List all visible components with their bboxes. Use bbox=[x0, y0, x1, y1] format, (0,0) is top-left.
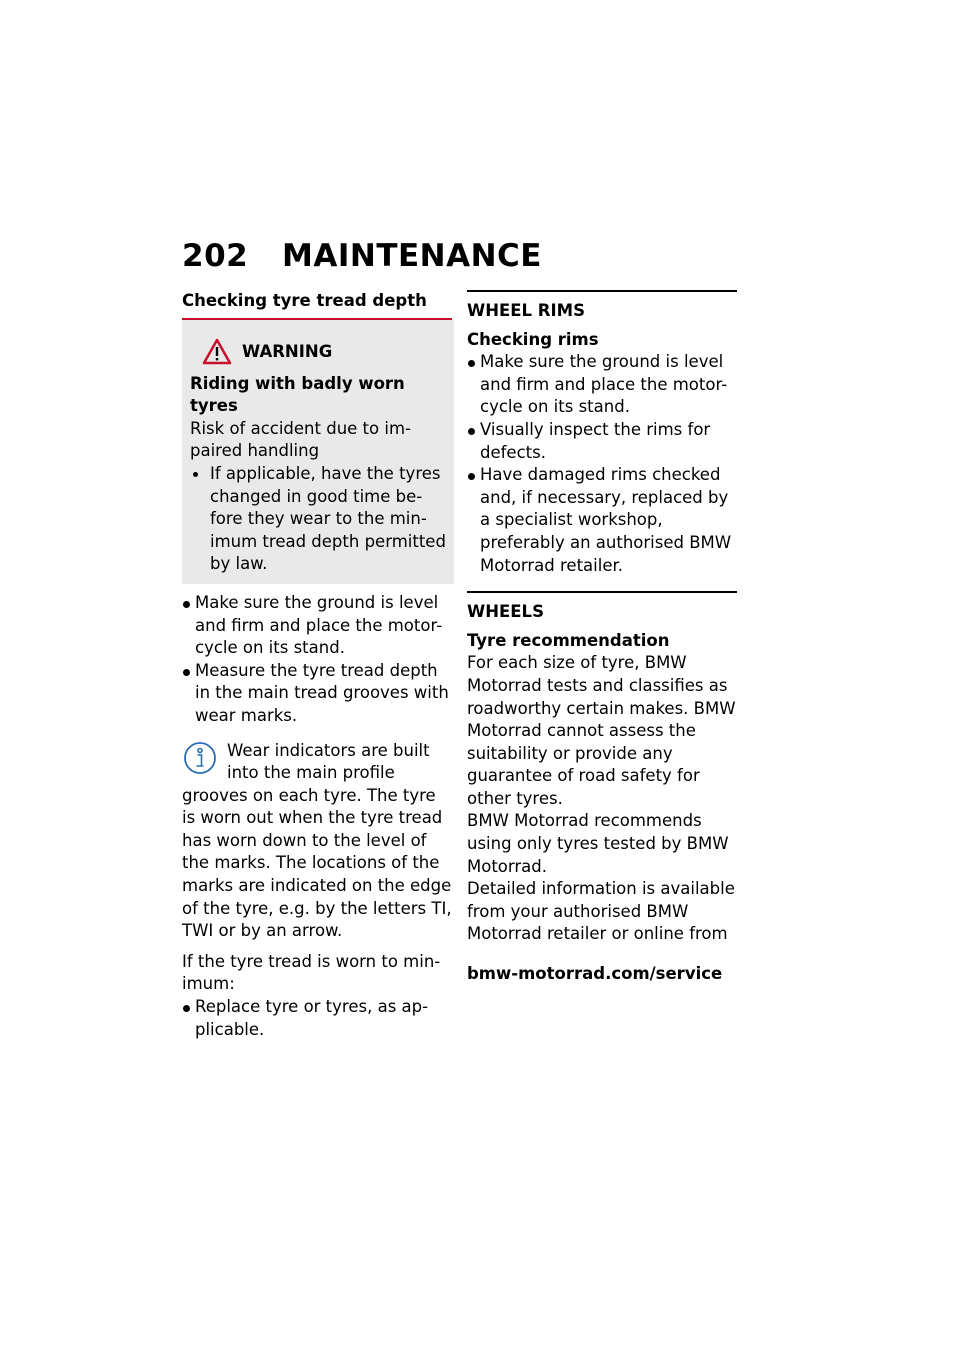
list-item: Have damaged rims checked and, if necessary, replaced by a specialist workshop, preferably an authorised BMW Motorrad retailer. bbox=[467, 464, 737, 577]
wheels-paragraph-1: For each size of tyre, BMW Motorrad tests and classifies as roadworthy certain makes. BMW Motorrad cannot assess the suitability or provide any guarantee of road safety for other tyres. bbox=[467, 653, 736, 808]
list-item: Replace tyre or tyres, as ap-plicable. bbox=[182, 996, 452, 1041]
info-text-rest: grooves on each tyre. The tyre is worn out when the tyre tread has worn down to the level of the marks. The locations of the marks are indicated on the edge of the tyre, e.g. by the letters TI, TWI or by an arrow. bbox=[182, 785, 452, 941]
info-icon bbox=[182, 740, 218, 776]
wheels-paragraph-3: Detailed information is available from your authorised BMW Motorrad retailer or online from bbox=[467, 879, 735, 944]
wheels-paragraph-2: BMW Motorrad recommends using only tyres tested by BMW Motorrad. bbox=[467, 811, 729, 876]
tread-steps-list bbox=[182, 592, 452, 728]
warning-label: WARNING bbox=[242, 341, 333, 361]
section-heading-wheels: WHEELS bbox=[467, 602, 544, 622]
rims-rule bbox=[467, 290, 737, 292]
page-header bbox=[182, 238, 542, 274]
final-steps-list bbox=[182, 996, 452, 1041]
page-number: 202 bbox=[182, 238, 249, 274]
left-column bbox=[182, 290, 452, 1041]
warning-header bbox=[202, 338, 446, 365]
service-url-link[interactable]: bmw-motorrad.com/service bbox=[467, 963, 723, 983]
wheels-rule bbox=[467, 591, 737, 593]
list-item: Visually inspect the rims for defects. bbox=[467, 419, 737, 464]
warning-box bbox=[182, 320, 454, 584]
list-item: Measure the tyre tread depth in the main tread grooves with wear marks. bbox=[182, 660, 452, 728]
subtitle-tyre-recommendation: Tyre recommendation bbox=[467, 630, 670, 650]
warning-headline: Riding with badly worn tyres bbox=[190, 373, 405, 416]
warning-triangle-icon bbox=[202, 338, 232, 365]
info-text-first: Wear indicators are built into the main profile bbox=[227, 740, 430, 783]
warning-risk: Risk of accident due to im-paired handling bbox=[190, 418, 411, 461]
right-column bbox=[467, 290, 737, 1002]
info-note bbox=[182, 740, 452, 943]
section-title-tread-depth: Checking tyre tread depth bbox=[182, 291, 427, 310]
subtitle-checking-rims: Checking rims bbox=[467, 329, 599, 349]
section-heading-rims: WHEEL RIMS bbox=[467, 301, 585, 320]
list-item: Make sure the ground is level and firm and place the motor-cycle on its stand. bbox=[467, 351, 737, 419]
warning-actions bbox=[190, 463, 446, 576]
warning-action-item: If applicable, have the tyres changed in good time be-fore they wear to the min-imum tread depth permitted by law. bbox=[190, 463, 446, 576]
rims-steps-list bbox=[467, 351, 737, 577]
condition-text: If the tyre tread is worn to min-imum: bbox=[182, 951, 441, 994]
chapter-title: MAINTENANCE bbox=[282, 238, 542, 274]
list-item: Make sure the ground is level and firm and place the motor-cycle on its stand. bbox=[182, 592, 452, 660]
